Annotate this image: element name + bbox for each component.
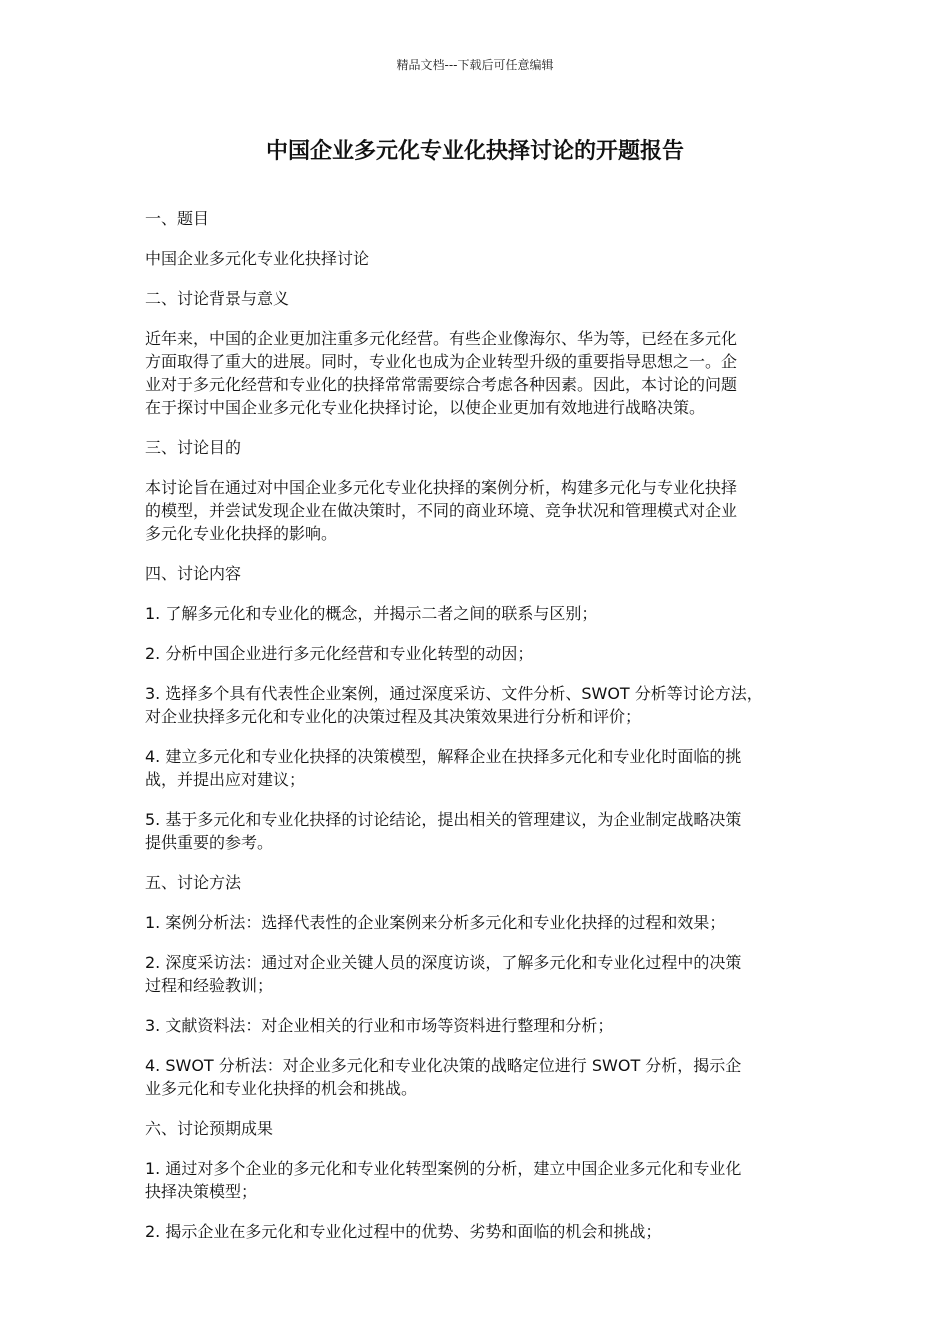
method-item: 4. SWOT 分析法：对企业多元化和专业化决策的战略定位进行 SWOT 分析，揭示企 业多元化和专业化抉择的机会和挑战。 bbox=[145, 1056, 742, 1098]
section-heading-content: 四、讨论内容 bbox=[145, 564, 242, 583]
document-title: 中国企业多元化专业化抉择讨论的开题报告 bbox=[265, 139, 684, 164]
content-item: 4. 建立多元化和专业化抉择的决策模型，解释企业在抉择多元化和专业化时面临的挑 战，并提出应对建议； bbox=[145, 747, 742, 789]
method-item: 3. 文献资料法：对企业相关的行业和市场等资料进行整理和分析； bbox=[145, 1016, 614, 1035]
method-item: 2. 深度采访法：通过对企业关键人员的深度访谈，了解多元化和专业化过程中的决策 过程和经验教训； bbox=[145, 953, 742, 995]
outcome-item: 2. 揭示企业在多元化和专业化过程中的优势、劣势和面临的机会和挑战； bbox=[145, 1222, 662, 1241]
section-heading-purpose: 三、讨论目的 bbox=[145, 438, 242, 457]
document-body bbox=[145, 207, 815, 1260]
method-item: 1. 案例分析法：选择代表性的企业案例来分析多元化和专业化抉择的过程和效果； bbox=[145, 913, 726, 932]
section-heading-methods: 五、讨论方法 bbox=[145, 873, 242, 892]
content-item: 5. 基于多元化和专业化抉择的讨论结论，提出相关的管理建议，为企业制定战略决策 提供重要的参考。 bbox=[145, 810, 742, 852]
section-heading-background: 二、讨论背景与意义 bbox=[145, 289, 290, 308]
section-heading-outcomes: 六、讨论预期成果 bbox=[145, 1119, 274, 1138]
background-text: 近年来，中国的企业更加注重多元化经营。有些企业像海尔、华为等，已经在多元化 方面取得了重大的进展。同时，专业化也成为企业转型升级的重要指导思想之一。企 业对于多元化经营和专业化的抉择常常需要综合考虑各种因素。因此，本讨论的问题 在于探讨中国企业多元化专业化抉择讨论，以使企业更加有效地进行战略决策。 bbox=[145, 329, 738, 417]
section-heading-topic: 一、题目 bbox=[145, 209, 210, 228]
outcome-item: 1. 通过对多个企业的多元化和专业化转型案例的分析，建立中国企业多元化和专业化 抉择决策模型； bbox=[145, 1159, 742, 1201]
header-note: 精品文档---下载后可任意编辑 bbox=[396, 58, 554, 72]
purpose-text: 本讨论旨在通过对中国企业多元化专业化抉择的案例分析，构建多元化与专业化抉择 的模型，并尝试发现企业在做决策时，不同的商业环境、竞争状况和管理模式对企业 多元化专业化抉择的影响。 bbox=[145, 478, 738, 543]
content-item: 3. 选择多个具有代表性企业案例，通过深度采访、文件分析、SWOT 分析等讨论方法， 对企业抉择多元化和专业化的决策过程及其决策效果进行分析和评价； bbox=[145, 684, 763, 726]
content-item: 1. 了解多元化和专业化的概念，并揭示二者之间的联系与区别； bbox=[145, 604, 598, 623]
content-item: 2. 分析中国企业进行多元化经营和专业化转型的动因； bbox=[145, 644, 534, 663]
topic-text: 中国企业多元化专业化抉择讨论 bbox=[145, 249, 370, 268]
